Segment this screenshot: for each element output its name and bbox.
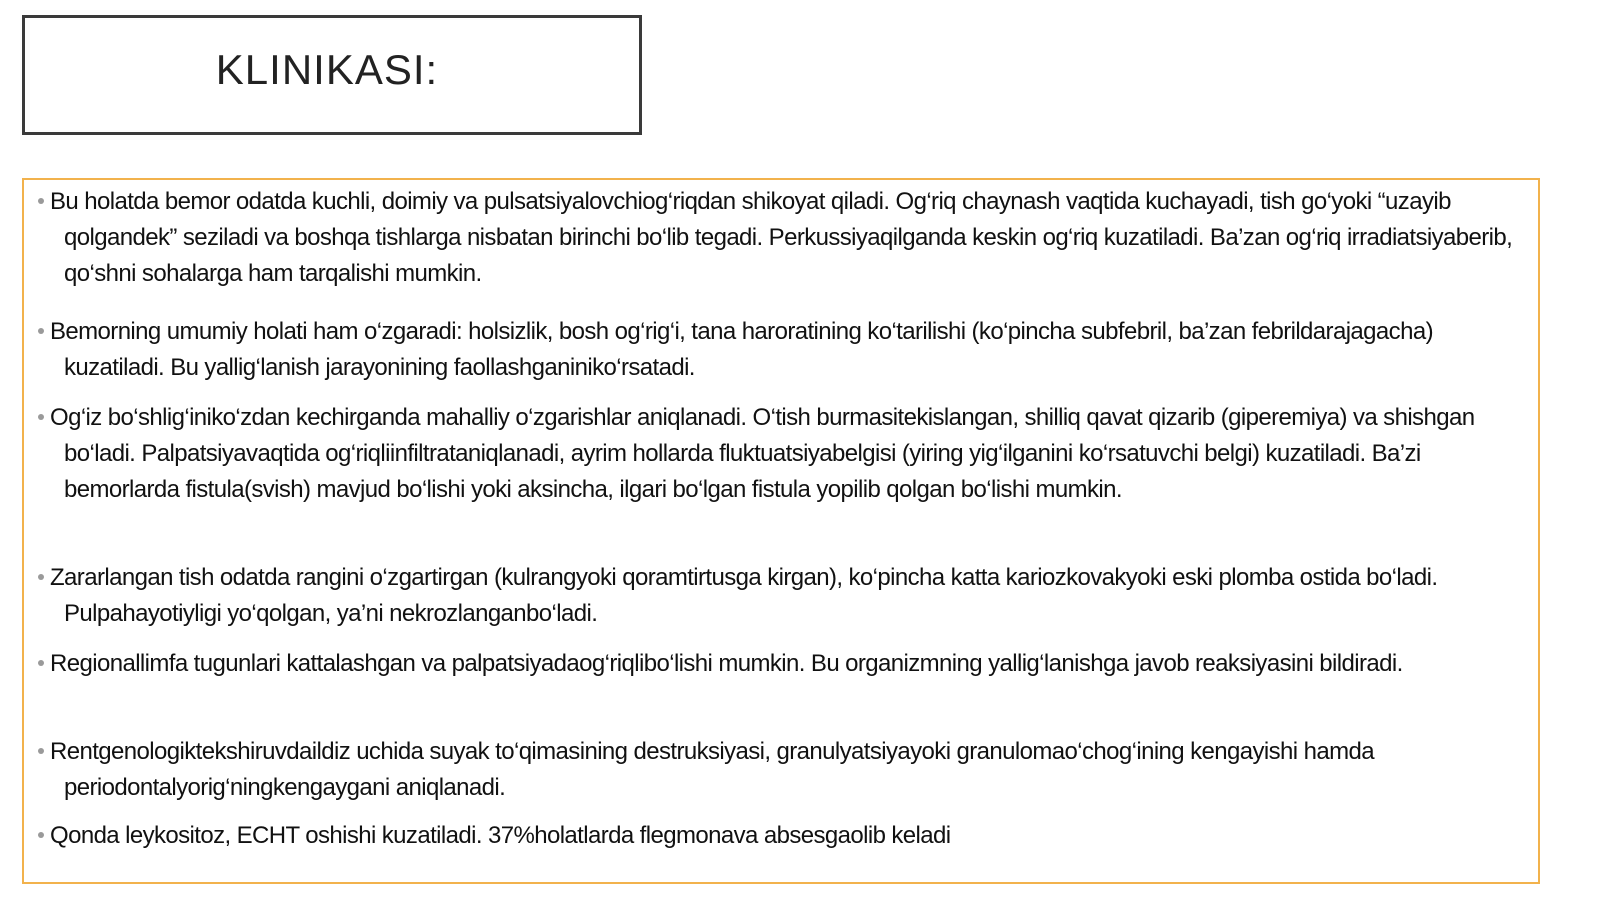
bullet-text: Zararlangan tish odatda rangini o‘zgartirgan (kulrangyoki qoramtirtusga kirgan), ko‘pincha katta kariozkovakyoki eski plomba ostida bo‘ladi. Pulpahayotiyligi yo‘qolgan, ya’ni nekrozlanganbo‘ladi. — [50, 564, 1438, 627]
bullet-item — [38, 646, 1518, 682]
bullet-text: Rentgenologiktekshiruvdaildiz uchida suyak to‘qimasining destruksiyasi, granulyatsiyayoki granulomao‘chog‘ining kengayishi hamda periodontalyorig‘ningkengaygani aniqlanadi. — [50, 738, 1374, 801]
bullet-item — [38, 314, 1518, 386]
bullet-item — [38, 400, 1518, 508]
bullet-text: Qonda leykositoz, ECHT oshishi kuzatiladi. 37%holatlarda flegmonava absesgaolib keladi — [50, 822, 951, 849]
bullet-dot-icon — [38, 748, 44, 754]
bullet-dot-icon — [38, 328, 44, 334]
bullet-text: Bemorning umumiy holati ham o‘zgaradi: holsizlik, bosh og‘rig‘i, tana haroratining ko‘tarilishi (ko‘pincha subfebril, ba’zan febrildarajagacha) kuzatiladi. Bu yallig‘lanish jarayonining faollashganiniko‘rsatadi. — [50, 318, 1433, 381]
bullet-item — [38, 560, 1518, 632]
bullet-dot-icon — [38, 574, 44, 580]
bullet-text: Regionallimfa tugunlari kattalashgan va palpatsiyadaog‘riqlibo‘lishi mumkin. Bu organizmning yallig‘lanishga javob reaksiyasini bildiradi. — [50, 650, 1403, 677]
bullet-dot-icon — [38, 198, 44, 204]
bullet-item — [38, 184, 1518, 292]
bullet-item — [38, 818, 1518, 854]
bullet-dot-icon — [38, 414, 44, 420]
bullet-text: Og‘iz bo‘shlig‘iniko‘zdan kechirganda mahalliy o‘zgarishlar aniqlanadi. O‘tish burmasitekislangan, shilliq qavat qizarib (giperemiya) va shishgan bo‘ladi. Palpatsiyavaqtida og‘riqliinfiltrataniqlanadi, ayrim hollarda fluktuatsiyabelgisi (yiring yig‘ilganini ko‘rsatuvchi belgi) kuzatiladi. Ba’zi bemorlarda fistula(svish) mavjud bo‘lishi yoki aksincha, ilgari bo‘lgan fistula yopilib qolgan bo‘lishi mumkin. — [50, 404, 1475, 503]
bullet-dot-icon — [38, 832, 44, 838]
content-box — [22, 178, 1540, 884]
bullet-item — [38, 734, 1518, 806]
slide-title: KLINIKASI: — [215, 46, 439, 93]
bullet-text: Bu holatda bemor odatda kuchli, doimiy va pulsatsiyalovchiog‘riqdan shikoyat qiladi. Og‘riq chaynash vaqtida kuchayadi, tish go‘yoki “uzayib qolgandek” seziladi va boshqa tishlarga nisbatan birinchi bo‘lib tegadi. Perkussiyaqilganda keskin og‘riq kuzatiladi. Ba’zan og‘riq irradiatsiyaberib, qo‘shni sohalarga ham tarqalishi mumkin. — [50, 188, 1513, 287]
title-box — [22, 15, 642, 135]
bullet-dot-icon — [38, 660, 44, 666]
